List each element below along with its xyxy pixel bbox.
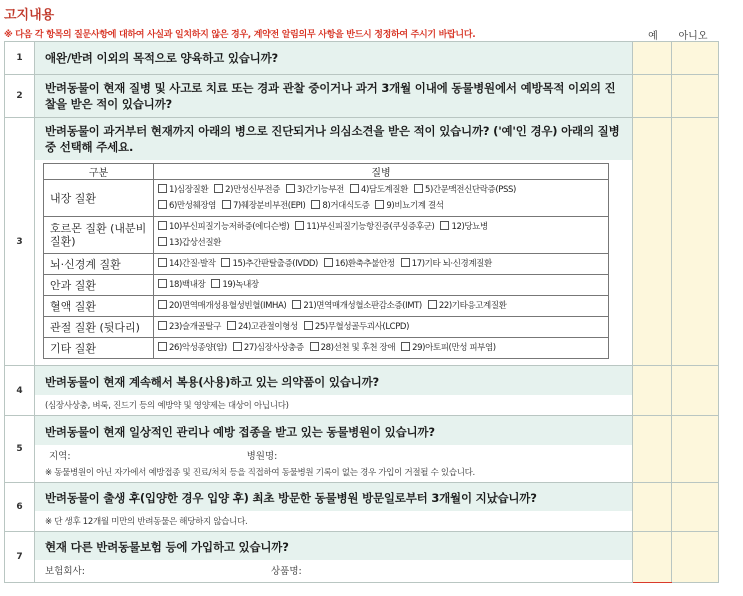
disease-option-label: 8)거대식도증 [322,201,370,211]
checkbox-icon[interactable] [233,342,242,351]
checkbox-icon[interactable] [158,221,167,230]
question-note: (심장사상충, 벼룩, 진드기 등의 예방약 및 영양제는 대상이 아닙니다) [45,401,289,411]
question-row-6 [5,483,719,532]
answer-yes-cell[interactable] [633,75,672,118]
disease-row [44,275,609,296]
answer-yes-cell[interactable] [633,118,672,366]
disease-option[interactable] [158,298,286,314]
disease-option-label: 14)간질·발작 [169,259,216,269]
checkbox-icon[interactable] [214,184,223,193]
question-cell [35,118,633,366]
disease-option-label: 5)간문맥전신단락증(PSS) [424,185,516,195]
question-row-1 [5,42,719,75]
disease-option-label: 16)환축추불안정 [334,259,395,269]
disease-option[interactable] [158,340,227,356]
checkbox-icon[interactable] [158,279,167,288]
disease-option-label: 19)녹내장 [222,280,259,290]
answer-no-cell[interactable] [672,416,719,483]
disease-line [158,340,604,356]
checkbox-icon[interactable] [310,342,319,351]
notice-text: ※ 다음 각 항목의 질문사항에 대하여 사실과 일치하지 않은 경우, 계약전 알림의무 사항을 반드시 정정하여 주시기 바랍니다. [4,30,476,40]
disease-option[interactable] [158,219,289,235]
disease-option[interactable] [401,340,496,356]
question-row-4 [5,366,719,416]
disease-items [154,180,609,217]
disease-option[interactable] [324,256,395,272]
question-text: 반려동물이 출생 후(입양한 경우 입양 후) 최초 방문한 동물병원 방문일로부터 3개월이 지났습니까? [35,483,632,511]
disease-items [154,296,609,317]
disease-option[interactable] [221,256,317,272]
checkbox-icon[interactable] [158,258,167,267]
disease-row [44,296,609,317]
disease-option[interactable] [440,219,487,235]
question-cell [35,416,633,483]
disease-line [158,319,604,335]
insurer-label: 보험회사: [45,566,85,577]
disease-option[interactable] [158,182,208,198]
checkbox-icon[interactable] [292,300,301,309]
disease-line [158,182,604,198]
disease-option-label: 18)백내장 [169,280,206,290]
disease-option[interactable] [414,182,516,198]
question-number: 4 [5,366,35,416]
disease-row [44,254,609,275]
disease-option[interactable] [158,235,221,251]
disease-items [154,254,609,275]
disease-option-label: 17)기타 뇌·신경계질환 [411,259,492,269]
disease-option-label: 23)슬개골탈구 [169,322,221,332]
checkbox-icon[interactable] [401,258,410,267]
disease-items [154,275,609,296]
question-number: 3 [5,118,35,366]
question-cell [35,483,633,532]
disease-option[interactable] [227,319,298,335]
disease-line [158,219,604,235]
question-cell [35,532,633,583]
question-cell [35,366,633,416]
disease-option-label: 29)아토피(만성 피부염) [412,343,496,353]
answer-yes-cell[interactable] [633,416,672,483]
disease-option[interactable] [304,319,409,335]
checkbox-icon[interactable] [158,184,167,193]
question-text: 반려동물이 현재 계속해서 복용(사용)하고 있는 의약품이 있습니까? [35,366,632,395]
disease-option[interactable] [310,340,396,356]
column-header-yes: 예 [648,31,658,42]
disease-option-label: 2)만성신부전증 [225,185,280,195]
disease-option[interactable] [211,277,258,293]
checkbox-icon[interactable] [158,237,167,246]
disclosure-table [4,41,719,583]
checkbox-icon[interactable] [401,342,410,351]
answer-no-cell[interactable] [672,366,719,416]
disease-option-label: 27)심장사상충증 [243,343,304,353]
disease-category: 뇌·신경계 질환 [44,254,154,275]
question-row-5 [5,416,719,483]
disease-header-disease: 질병 [154,164,609,180]
question-text: 반려동물이 현재 일상적인 관리나 예방 접종을 받고 있는 동물병원이 있습니까? [35,416,632,445]
checkbox-icon[interactable] [350,184,359,193]
disease-option[interactable] [350,182,408,198]
question-text: 애완/반려 이외의 목적으로 양육하고 있습니까? [35,42,632,74]
question-cell [35,75,633,118]
question-number: 7 [5,532,35,583]
answer-yes-cell[interactable] [633,483,672,532]
disease-table [43,163,609,359]
disease-option[interactable] [214,182,280,198]
answer-no-cell[interactable] [672,483,719,532]
disease-line [158,198,604,214]
question-number: 2 [5,75,35,118]
disease-option[interactable] [375,198,443,214]
disease-option-label: 9)비뇨기계 결석 [386,201,444,211]
answer-no-cell[interactable] [672,75,719,118]
disease-option[interactable] [401,256,492,272]
question-note: ※ 동물병원이 아닌 자가에서 예방접종 및 진료/처치 등을 직접하여 동물병원 기록이 없는 경우 가입이 거절될 수 있습니다. [45,468,475,478]
disease-category: 기타 질환 [44,338,154,359]
question-row-7 [5,532,719,583]
checkbox-icon[interactable] [295,221,304,230]
disease-option-label: 22)기타응고계질환 [438,301,507,311]
answer-no-cell[interactable] [672,118,719,366]
question-number: 5 [5,416,35,483]
disease-option[interactable] [158,277,205,293]
checkbox-icon[interactable] [286,184,295,193]
disease-option-label: 10)부신피질기능저하증(에디슨병) [169,222,290,232]
disease-option[interactable] [233,340,304,356]
question-number: 6 [5,483,35,532]
column-header-no: 아니오 [678,31,708,42]
disease-option-label: 26)악성종양(암) [169,343,227,353]
answer-no-cell[interactable] [672,42,719,75]
disease-option[interactable] [295,219,434,235]
question-number: 1 [5,42,35,75]
disease-items [154,317,609,338]
disease-option-label: 4)담도계질환 [360,185,408,195]
disease-row [44,317,609,338]
disease-row [44,180,609,217]
region-label: 지역: [49,451,71,462]
checkbox-icon[interactable] [158,321,167,330]
disease-category: 내장 질환 [44,180,154,217]
disease-option-label: 21)면역매개성혈소판감소증(IMT) [303,301,422,311]
checkbox-icon[interactable] [158,300,167,309]
section-title: 고지내용 [4,8,55,23]
disease-option-label: 13)갑상선질환 [169,238,221,248]
question-row-3 [5,118,719,366]
checkbox-icon[interactable] [211,279,220,288]
disease-option-label: 28)선천 및 후천 장애 [320,343,396,353]
disease-option[interactable] [428,298,507,314]
disease-category: 안과 질환 [44,275,154,296]
disease-category: 혈액 질환 [44,296,154,317]
checkbox-icon[interactable] [324,258,333,267]
checkbox-icon[interactable] [304,321,313,330]
checkbox-icon[interactable] [375,200,384,209]
disease-option-label: 11)부신피질기능항진증(쿠싱증후군) [306,222,435,232]
disease-option[interactable] [158,319,221,335]
disease-option-label: 7)췌장분비부전(EPI) [232,201,306,211]
product-name-label: 상품명: [270,566,302,577]
checkbox-icon[interactable] [158,342,167,351]
disease-line [158,256,604,272]
disease-category: 관절 질환 (뒷다리) [44,317,154,338]
insurance-fields [35,560,632,582]
disease-option[interactable] [222,198,305,214]
hospital-name-label: 병원명: [246,451,278,462]
disease-items [154,217,609,254]
disease-option-label: 15)추간판탈출증(IVDD) [232,259,318,269]
checkbox-icon[interactable] [428,300,437,309]
disease-line [158,235,604,251]
disease-line [158,298,604,314]
question-cell [35,42,633,75]
disease-header-category: 구분 [44,164,154,180]
disease-option[interactable] [286,182,344,198]
disease-option[interactable] [292,298,422,314]
checkbox-icon[interactable] [440,221,449,230]
answer-no-cell[interactable] [672,532,719,583]
disease-category: 호르몬 질환 (내분비 질환) [44,217,154,254]
disease-option[interactable] [311,198,369,214]
checkbox-icon[interactable] [221,258,230,267]
answer-yes-cell[interactable] [633,532,672,583]
disease-option-label: 3)간기능부전 [296,185,344,195]
question-row-2 [5,75,719,118]
disease-line [158,277,604,293]
question-text: 현재 다른 반려동물보험 등에 가입하고 있습니까? [35,532,632,560]
disease-option-label: 12)당뇨병 [451,222,488,232]
disease-row [44,217,609,254]
disease-option[interactable] [158,198,216,214]
question-text: 반려동물이 현재 질병 및 사고로 치료 또는 경과 관찰 중이거나 과거 3개월 이내에 동물병원에서 예방목적 이외의 진찰을 받은 적이 있습니까? [35,75,632,117]
checkbox-icon[interactable] [414,184,423,193]
disease-option[interactable] [158,256,215,272]
hospital-fields [35,445,632,462]
checkbox-icon[interactable] [222,200,231,209]
disease-option-label: 20)면역매개성용혈성빈혈(IMHA) [169,301,287,311]
checkbox-icon[interactable] [227,321,236,330]
disease-option-label: 25)무혈성골두괴사(LCPD) [314,322,409,332]
checkbox-icon[interactable] [311,200,320,209]
disease-items [154,338,609,359]
disease-option-label: 6)만성췌장염 [169,201,216,211]
question-text: 반려동물이 과거부터 현재까지 아래의 병으로 진단되거나 의심소견을 받은 적이 있습니까? ('예'인 경우) 아래의 질병 중 선택해 주세요. [35,118,632,160]
disease-row [44,338,609,359]
answer-yes-cell[interactable] [633,42,672,75]
disease-option-label: 1)심장질환 [169,185,209,195]
checkbox-icon[interactable] [158,200,167,209]
question-note: ※ 단 생후 12개월 미만의 반려동물은 해당하지 않습니다. [45,517,248,527]
answer-yes-cell[interactable] [633,366,672,416]
disease-option-label: 24)고관절이형성 [238,322,298,332]
